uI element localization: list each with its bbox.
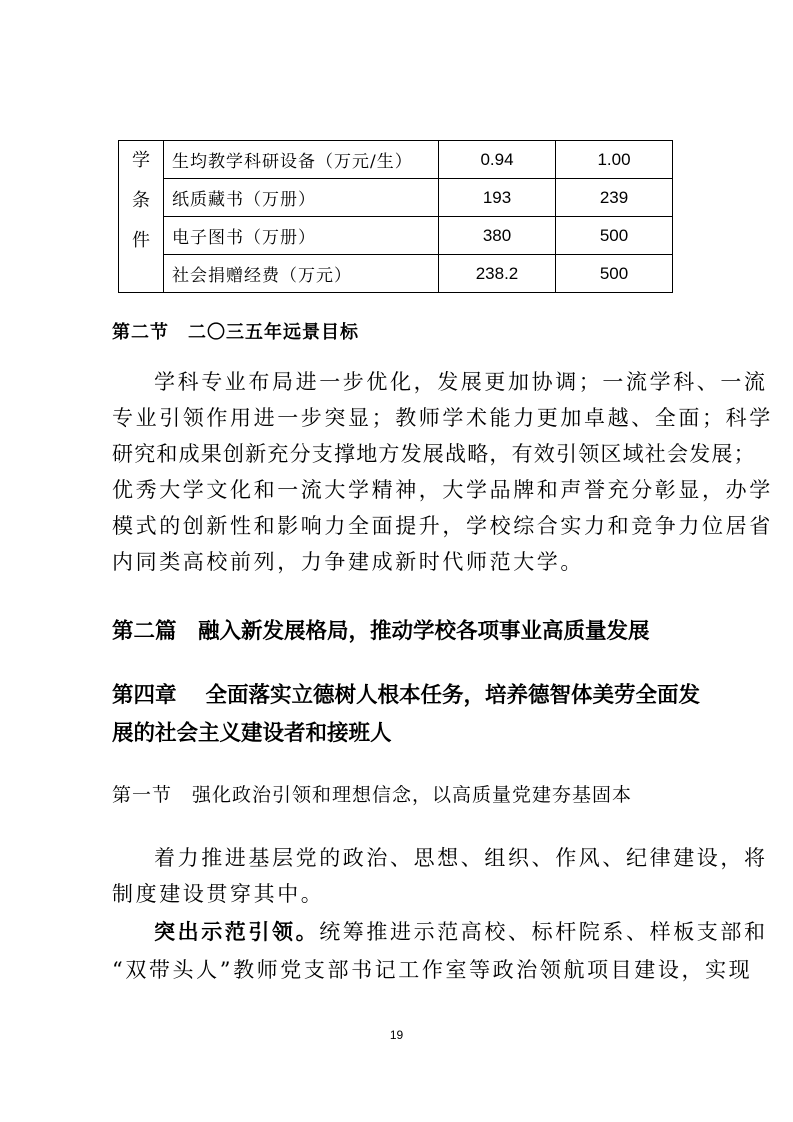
highlight-rest: 统筹推进示范高校、标杆院系、样板支部和 <box>319 920 768 944</box>
paragraph-line: “双带头人”教师党支部书记工作室等政治领航项目建设，实现 <box>112 958 753 982</box>
chapter-4-title-cont: 展的社会主义建设者和接班人 <box>112 721 392 746</box>
category-char: 学 <box>132 150 150 171</box>
indicator-table <box>118 140 673 293</box>
paragraph-line: 优秀大学文化和一流大学精神，大学品牌和声誉充分彰显，办学 <box>112 478 773 502</box>
category-char: 条 <box>132 190 150 211</box>
indicator-name: 生均教学科研设备（万元/生） <box>164 141 439 179</box>
indicator-value-2025: 1.00 <box>556 141 673 179</box>
section-1-title: 第一节 强化政治引领和理想信念，以高质量党建夯基固本 <box>112 784 633 806</box>
paragraph-line: 研究和成果创新充分支撑地方发展战略，有效引领区域社会发展； <box>112 442 756 466</box>
paragraph-line <box>154 916 768 946</box>
table-row <box>119 255 673 293</box>
paragraph-line: 着力推进基层党的政治、思想、组织、作风、纪律建设，将 <box>154 846 768 870</box>
chapter-4-title: 第四章 全面落实立德树人根本任务，培养德智体美劳全面发 <box>112 683 700 708</box>
table-row <box>119 217 673 255</box>
indicator-value-2020: 238.2 <box>439 255 556 293</box>
paragraph-line: 专业引领作用进一步突显；教师学术能力更加卓越、全面；科学 <box>112 406 773 430</box>
section-2-title: 第二节 二〇三五年远景目标 <box>112 322 359 343</box>
indicator-name: 社会捐赠经费（万元） <box>164 255 439 293</box>
page-number: 19 <box>389 1028 404 1042</box>
indicator-value-2020: 380 <box>439 217 556 255</box>
paragraph-line: 制度建设贯穿其中。 <box>112 882 325 906</box>
table-row <box>119 141 673 179</box>
paragraph-line: 模式的创新性和影响力全面提升，学校综合实力和竞争力位居省 <box>112 514 773 538</box>
category-cell <box>119 141 164 293</box>
indicator-value-2025: 500 <box>556 255 673 293</box>
indicator-value-2025: 239 <box>556 179 673 217</box>
part-2-title: 第二篇 融入新发展格局，推动学校各项事业高质量发展 <box>112 619 650 644</box>
paragraph-line: 内同类高校前列，力争建成新时代师范大学。 <box>112 550 584 574</box>
paragraph-line: 学科专业布局进一步优化，发展更加协调；一流学科、一流 <box>154 370 768 394</box>
indicator-value-2025: 500 <box>556 217 673 255</box>
indicator-name: 纸质藏书（万册） <box>164 179 439 217</box>
indicator-name: 电子图书（万册） <box>164 217 439 255</box>
table-row <box>119 179 673 217</box>
indicator-value-2020: 193 <box>439 179 556 217</box>
highlight-lead: 突出示范引领。 <box>154 919 320 944</box>
indicator-value-2020: 0.94 <box>439 141 556 179</box>
category-char: 件 <box>132 230 150 251</box>
